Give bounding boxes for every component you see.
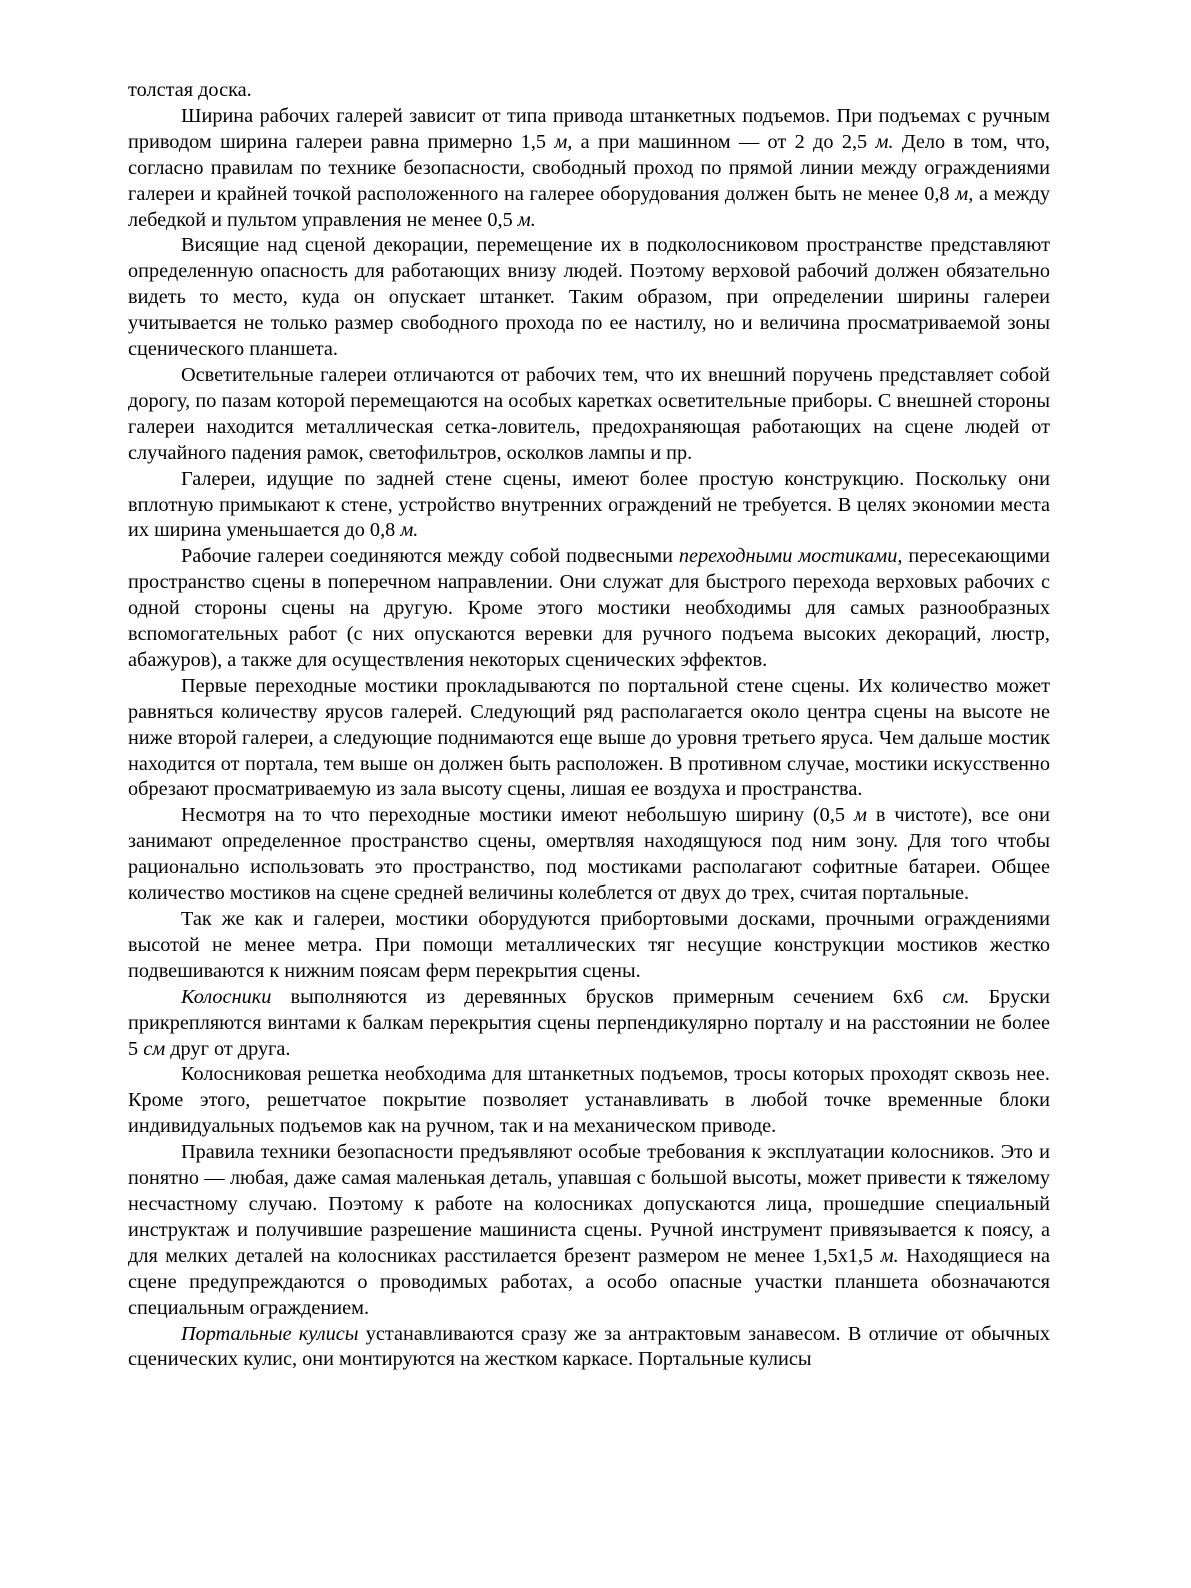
italic-run: м, — [554, 130, 573, 153]
text-run: друг от друга. — [165, 1037, 291, 1060]
paragraph-p5 — [128, 544, 1050, 674]
text-run: пересекающими пространство сцены в поперечном направлении. Они служат для быстрого перехода верховых рабочих с одной стороны сцены на другую. Кроме этого мостики необходимы для самых разнообразных вспомогательных работ (с них опускаются веревки для ручного подъема высоких декораций, люстр, абажуров), а также для осуществления некоторых сценических эффектов. — [128, 545, 1051, 671]
text-run: Дело в том, что, согласно правилам по технике безопасности, свободный проход по прямой линии между ограждениями галереи и крайней точкой расположенного на галерее оборудования должен быть не менее 0,8 — [128, 130, 1050, 205]
text-run: Находящиеся на сцене предупреждаются о проводимых работах, а особо опасные участки планшета обозначаются специальным ограждением. — [128, 1244, 1050, 1319]
italic-run: Колосники — [181, 985, 272, 1008]
italic-run: м — [853, 804, 867, 827]
text-run: Несмотря на то что переходные мостики имеют небольшую ширину (0,5 — [181, 804, 854, 827]
text-run: устанавливаются сразу же за антрактовым занавесом. В отличие от обычных сценических кулис, они монтируются на жестком каркасе. Портальные кулисы — [128, 1322, 1050, 1371]
text-run: выполняются из деревянных брусков примерным сечением 6х6 — [271, 985, 943, 1008]
text-run: Висящие над сценой декорации, перемещение их в подколосниковом пространстве представляют определенную опасность для работающих внизу людей. Поэтому верховой рабочий должен обязательно видеть то место, куда он опускает штанкет. Таким образом, при определении ширины галереи учитывается не только размер свободного прохода по ее настилу, но и величина просматриваемой зоны сценического планшета. — [128, 234, 1050, 361]
italic-run: м. — [875, 130, 894, 153]
text-run: а при машинном — от 2 до 2,5 — [572, 130, 876, 153]
paragraph-p0 — [128, 78, 1050, 104]
text-run: в чистоте), все они занимают определенное пространство сцены, омертвляя находящуюся под ним зону. Для того чтобы рационально использовать это пространство, под мостиками располагают софитные батареи. Общее количество мостиков на сцене средней величины колеблется от двух до трех, считая портальные. — [128, 804, 1050, 905]
text-run: Ширина рабочих галерей зависит от типа привода штанкетных подъемов. При подъемах с ручным приводом ширина галереи равна примерно 1,5 — [128, 104, 1050, 153]
paragraph-p2 — [128, 233, 1050, 363]
paragraph-p11 — [128, 1140, 1050, 1321]
italic-run: м, — [955, 182, 974, 205]
text-run: Первые переходные мостики прокладываются по портальной стене сцены. Их количество может равняться количеству ярусов галерей. Следующий ряд располагается около центра сцены на высоте не ниже второй галереи, а следующие поднимаются еще выше до уровня третьего яруса. Чем дальше мостик находится от портала, тем выше он должен быть расположен. В противном случае, мостики искусственно обрезают просматриваемую из зала высоту сцены, лишая ее воздуха и пространства. — [128, 674, 1050, 801]
document-page — [128, 78, 1050, 1373]
paragraph-p3 — [128, 363, 1050, 467]
text-run: Бруски прикрепляются винтами к балкам перекрытия сцены перпендикулярно порталу и на расстоянии не более 5 — [128, 985, 1050, 1060]
paragraph-p12 — [128, 1322, 1050, 1374]
text-run: Рабочие галереи соединяются между собой подвесными — [181, 545, 679, 568]
text-run: Правила техники безопасности предъявляют особые требования к эксплуатации колосников. Это и понятно — любая, даже самая маленькая деталь, упавшая с большой высоты, может привести к тяжелому несчастному случаю. Поэтому к работе на колосниках допускаются лица, прошедшие специальный инструктаж и получившие разрешение машиниста сцены. Ручной инструмент привязывается к поясу, а для мелких деталей на колосниках расстилается брезент размером не менее 1,5х1,5 — [128, 1141, 1050, 1267]
text-run: толстая доска. — [128, 79, 252, 101]
paragraph-p10 — [128, 1062, 1050, 1140]
paragraph-p4 — [128, 467, 1050, 545]
paragraph-p6 — [128, 674, 1050, 804]
text-run: Галереи, идущие по задней стене сцены, имеют более простую конструкцию. Поскольку они вплотную примыкают к стене, устройство внутренних ограждений не требуется. В целях экономии места их ширина уменьшается до 0,8 — [128, 467, 1050, 542]
text-run: а между лебедкой и пультом управления не менее 0,5 — [128, 182, 1051, 231]
italic-run: см — [143, 1037, 166, 1060]
italic-run: м. — [400, 519, 419, 542]
italic-run: переходными мостиками, — [678, 545, 903, 568]
italic-run: Портальные кулисы — [181, 1322, 359, 1345]
italic-run: м. — [880, 1244, 899, 1267]
italic-run: см. — [942, 985, 970, 1008]
paragraph-p8 — [128, 907, 1050, 985]
paragraph-p9 — [128, 985, 1050, 1063]
text-run: Так же как и галереи, мостики оборудуются прибортовыми досками, прочными ограждениями высотой не менее метра. При помощи металлических тяг несущие конструкции мостиков жестко подвешиваются к нижним поясам ферм перекрытия сцены. — [128, 908, 1050, 982]
paragraph-p7 — [128, 803, 1050, 907]
text-run: Колосниковая решетка необходима для штанкетных подъемов, тросы которых проходят сквозь нее. Кроме этого, решетчатое покрытие позволяет устанавливать в любой точке временные блоки индивидуальных подъемов как на ручном, так и на механическом приводе. — [128, 1063, 1050, 1138]
paragraph-p1 — [128, 104, 1050, 234]
italic-run: м. — [517, 208, 536, 231]
text-run: Осветительные галереи отличаются от рабочих тем, что их внешний поручень представляет собой дорогу, по пазам которой перемещаются на особых каретках осветительные приборы. С внешней стороны галереи находится металлическая сетка-ловитель, предохраняющая работающих на сцене людей от случайного падения рамок, светофильтров, осколков лампы и пр. — [128, 363, 1050, 464]
